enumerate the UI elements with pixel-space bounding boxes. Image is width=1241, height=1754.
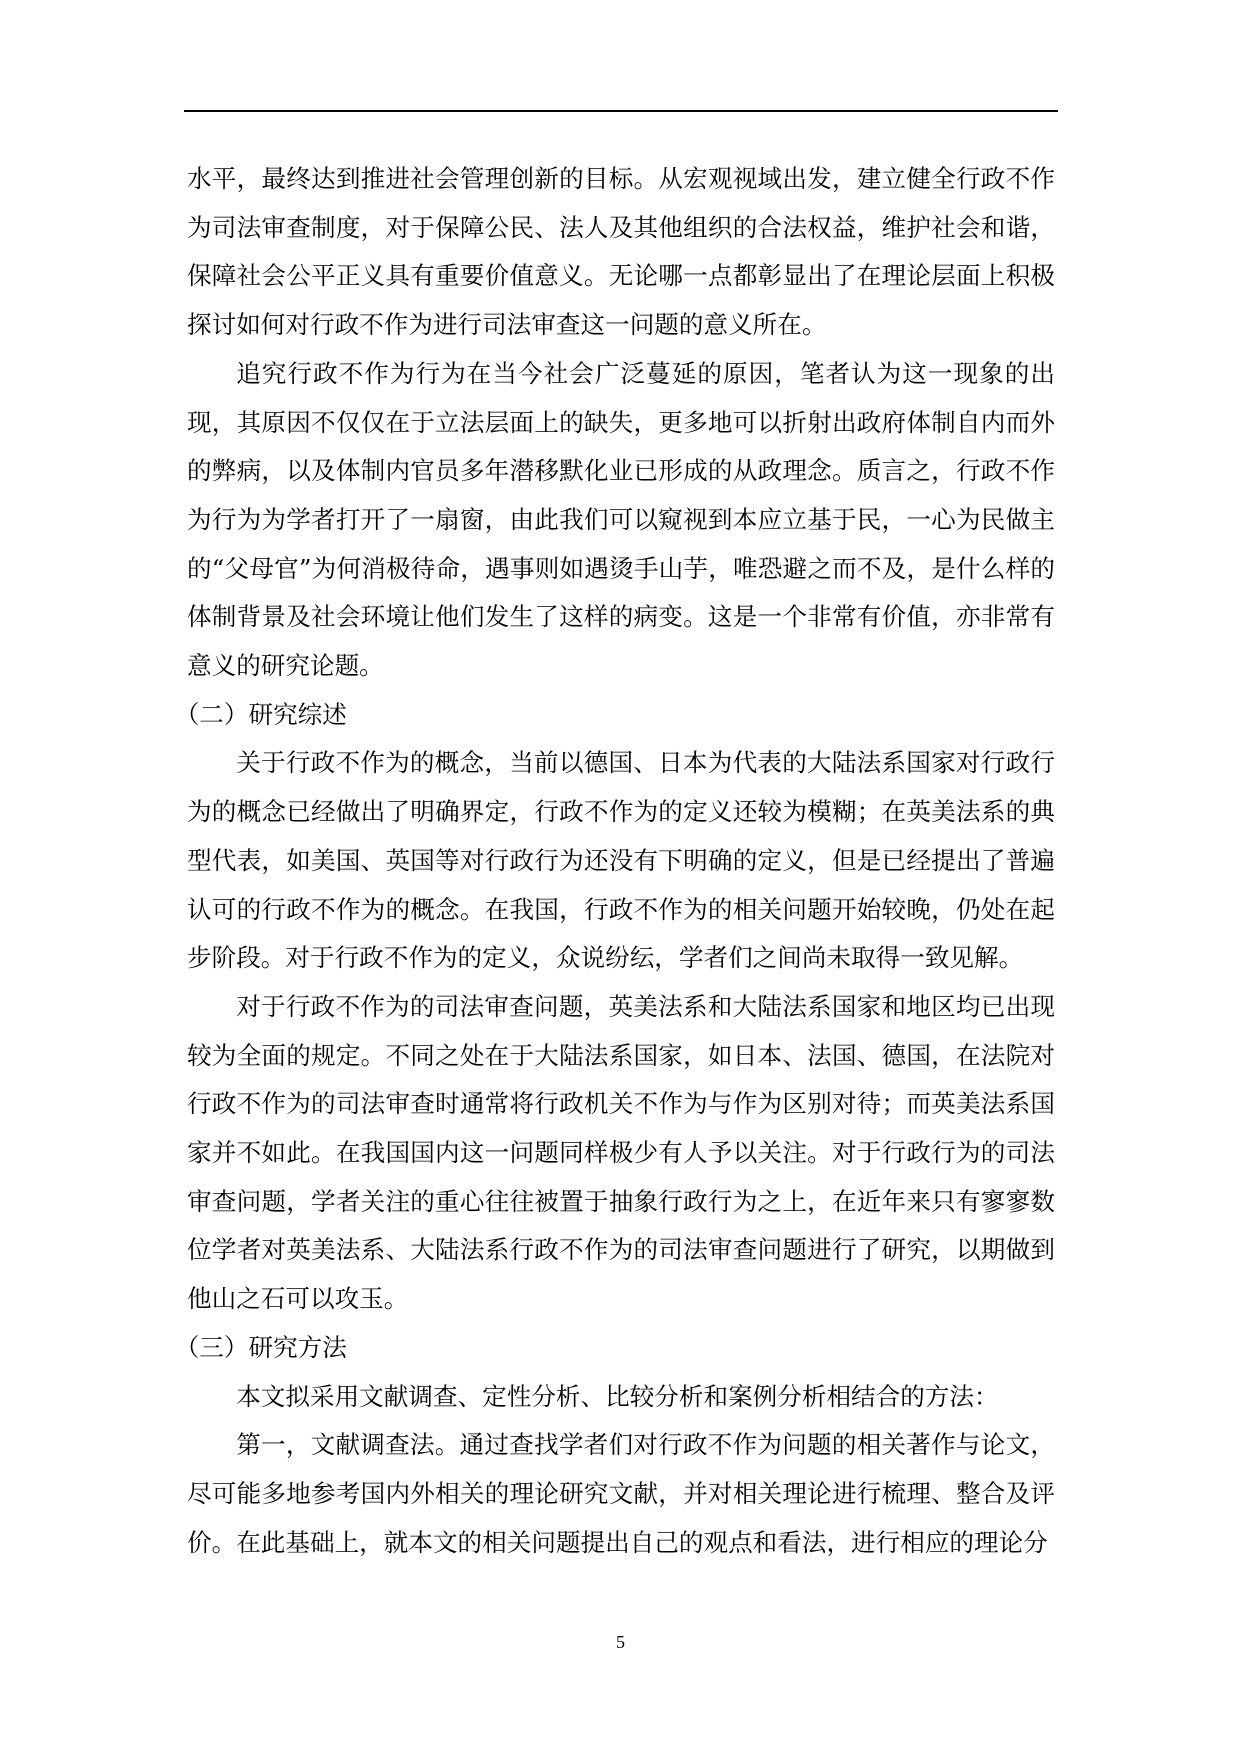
- paragraph-causes: 追究行政不作为行为在当今社会广泛蔓延的原因，笔者认为这一现象的出现，其原因不仅仅在于立法层面上的缺失，更多地可以折射出政府体制自内而外的弊病，以及体制内官员多年潜移默化业已形成的从政理念。质言之，行政不作为行为为学者打开了一扇窗，由此我们可以窥视到本应立基于民，一心为民做主的“父母官”为何消极待命，遇事则如遇烫手山芋，唯恐避之而不及，是什么样的体制背景及社会环境让他们发生了这样的病变。这是一个非常有价值，亦非常有意义的研究论题。: [187, 358, 1055, 681]
- page-number: 5: [616, 1632, 625, 1652]
- paragraph-methods-intro: 本文拟采用文献调查、定性分析、比较分析和案例分析相结合的方法：: [236, 1381, 999, 1411]
- section-heading-research-review: （二）研究综述: [174, 699, 347, 729]
- body-text: [174, 155, 1055, 1567]
- paragraph-concept: 关于行政不作为的概念，当前以德国、日本为代表的大陆法系国家对行政行为的概念已经做出了明确界定，行政不作为的定义还较为模糊；在英美法系的典型代表，如美国、英国等对行政行为还没有下明确的定义，但是已经提出了普遍认可的行政不作为的概念。在我国，行政不作为的相关问题开始较晚，仍处在起步阶段。对于行政不作为的定义，众说纷纭，学者们之间尚未取得一致见解。: [187, 748, 1055, 973]
- paragraph-judicial-review: 对于行政不作为的司法审查问题，英美法系和大陆法系国家和地区均已出现较为全面的规定。不同之处在于大陆法系国家，如日本、法国、德国，在法院对行政不作为的司法审查时通常将行政机关不作为与作为区别对待；而英美法系国家并不如此。在我国国内这一问题同样极少有人予以关注。对于行政行为的司法审查问题，学者关注的重心往往被置于抽象行政行为之上，在近年来只有寥寥数位学者对英美法系、大陆法系行政不作为的司法审查问题进行了研究，以期做到他山之石可以攻玉。: [187, 991, 1055, 1314]
- header-rule: [184, 110, 1058, 112]
- section-heading-research-methods: （三）研究方法: [174, 1332, 347, 1362]
- paragraph-literature-method: 第一，文献调查法。通过查找学者们对行政不作为问题的相关著作与论文，尽可能多地参考国内外相关的理论研究文献，并对相关理论进行梳理、整合及评价。在此基础上，就本文的相关问题提出自己的观点和看法，进行相应的理论分: [187, 1430, 1055, 1557]
- paragraph-continuation: 水平，最终达到推进社会管理创新的目标。从宏观视域出发，建立健全行政不作为司法审查制度，对于保障公民、法人及其他组织的合法权益，维护社会和谐，保障社会公平正义具有重要价值意义。无论哪一点都彰显出了在理论层面上积极探讨如何对行政不作为进行司法审查这一问题的意义所在。: [187, 164, 1055, 340]
